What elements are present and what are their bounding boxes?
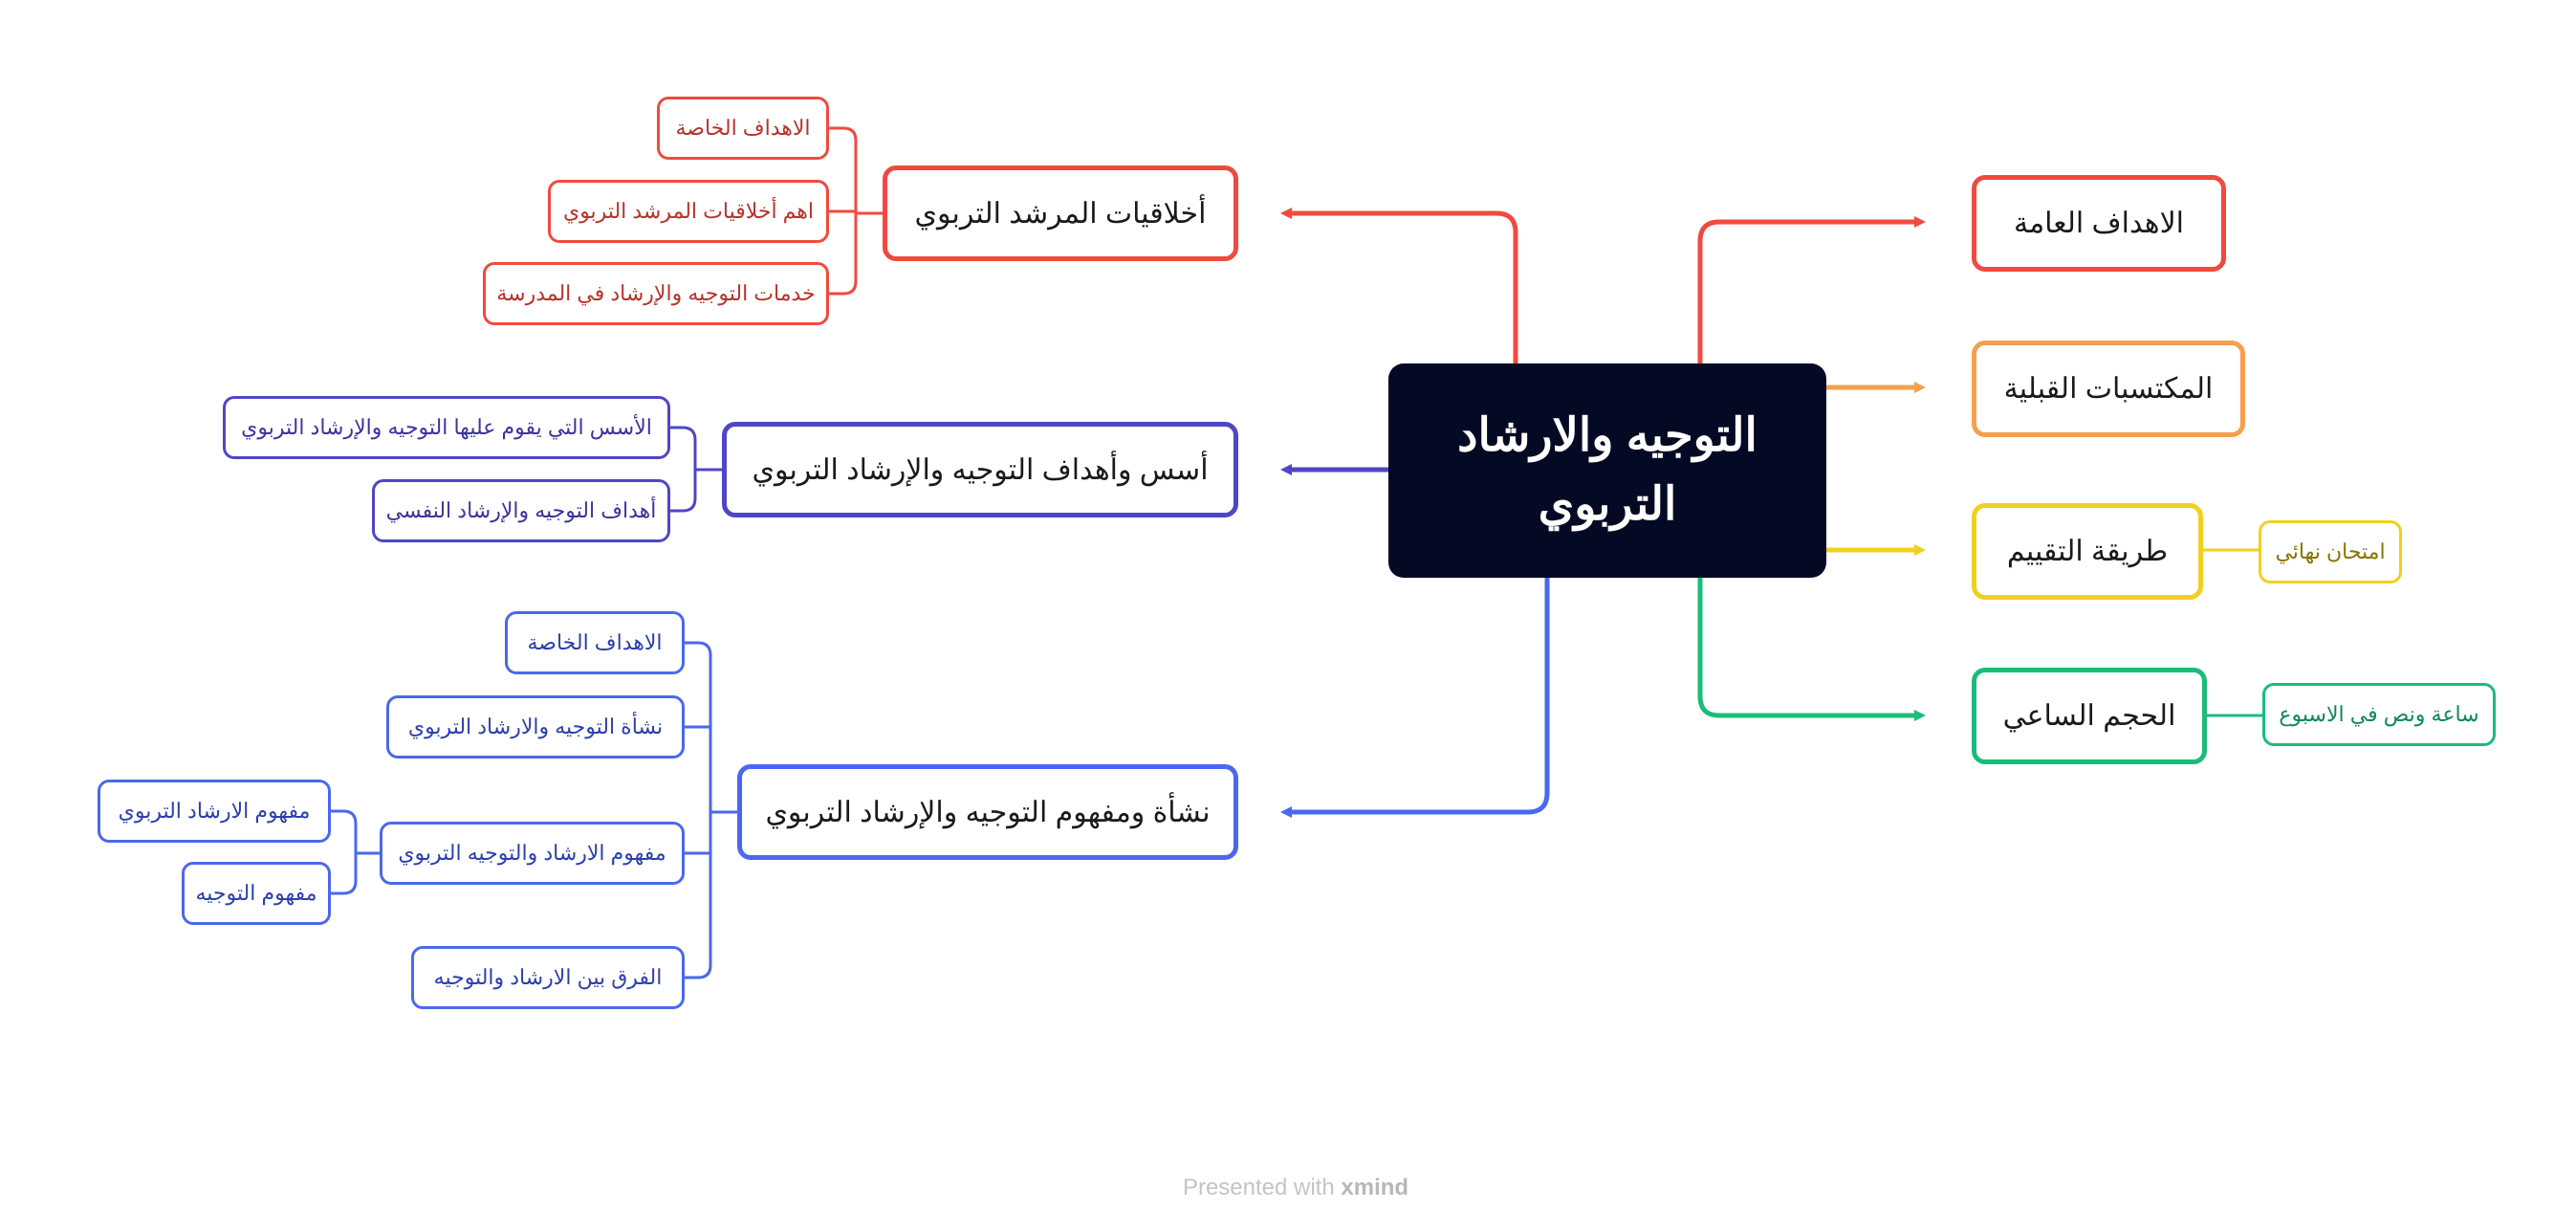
connector-general-goals: [1700, 222, 1920, 363]
subtopic-concept-guidance-edu[interactable]: مفهوم الارشاد التربوي: [98, 780, 331, 843]
central-topic[interactable]: [1388, 363, 1826, 578]
subtopic-weekly-hours[interactable]: ساعة ونص في الاسبوع: [2262, 683, 2496, 746]
subtopic-foundations-basis[interactable]: الأسس التي يقوم عليها التوجيه والإرشاد التربوي: [223, 396, 670, 459]
topic-ethics[interactable]: أخلاقيات المرشد التربوي: [883, 165, 1238, 261]
connector-hours: [1700, 578, 1920, 715]
xmind-logo: xmind: [1341, 1175, 1409, 1200]
topic-origin[interactable]: نشأة ومفهوم التوجيه والإرشاد التربوي: [737, 764, 1238, 860]
subtopic-origin-special-goals[interactable]: الاهداف الخاصة: [505, 611, 685, 674]
subtopic-origin-history[interactable]: نشأة التوجيه والارشاد التربوي: [386, 695, 685, 759]
footer-prefix: Presented with: [1182, 1175, 1335, 1200]
subtopic-ethics-services[interactable]: خدمات التوجيه والإرشاد في المدرسة: [483, 262, 829, 325]
subtopic-final-exam[interactable]: امتحان نهائي: [2259, 520, 2402, 583]
subtopic-origin-difference[interactable]: الفرق بين الارشاد والتوجيه: [411, 946, 685, 1009]
subtopic-origin-concept[interactable]: مفهوم الارشاد والتوجيه التربوي: [380, 822, 685, 885]
subtopic-ethics-special-goals[interactable]: الاهداف الخاصة: [657, 97, 829, 160]
topic-foundations[interactable]: أسس وأهداف التوجيه والإرشاد التربوي: [722, 422, 1238, 517]
central-topic-line2: التربوي: [1538, 479, 1677, 530]
subtopic-foundations-goals[interactable]: أهداف التوجيه والإرشاد النفسي: [372, 479, 670, 542]
connector-foundations-subs: [670, 428, 722, 511]
subtopic-ethics-main[interactable]: اهم أخلاقيات المرشد التربوي: [548, 180, 829, 243]
topic-prior-knowledge[interactable]: المكتسبات القبلية: [1972, 341, 2245, 437]
connector-ethics-subs: [829, 128, 883, 294]
central-topic-line1: التوجيه والارشاد: [1457, 410, 1757, 461]
topic-general-goals[interactable]: الاهداف العامة: [1972, 175, 2226, 272]
subtopic-concept-orientation[interactable]: مفهوم التوجيه: [182, 862, 331, 925]
topic-evaluation[interactable]: طريقة التقييم: [1972, 503, 2203, 600]
connector-ethics: [1286, 213, 1516, 363]
topic-hours[interactable]: الحجم الساعي: [1972, 668, 2207, 764]
connector-origin: [1286, 578, 1547, 812]
connector-origin-subs: [331, 643, 737, 978]
footer-watermark: [1167, 1175, 1425, 1201]
